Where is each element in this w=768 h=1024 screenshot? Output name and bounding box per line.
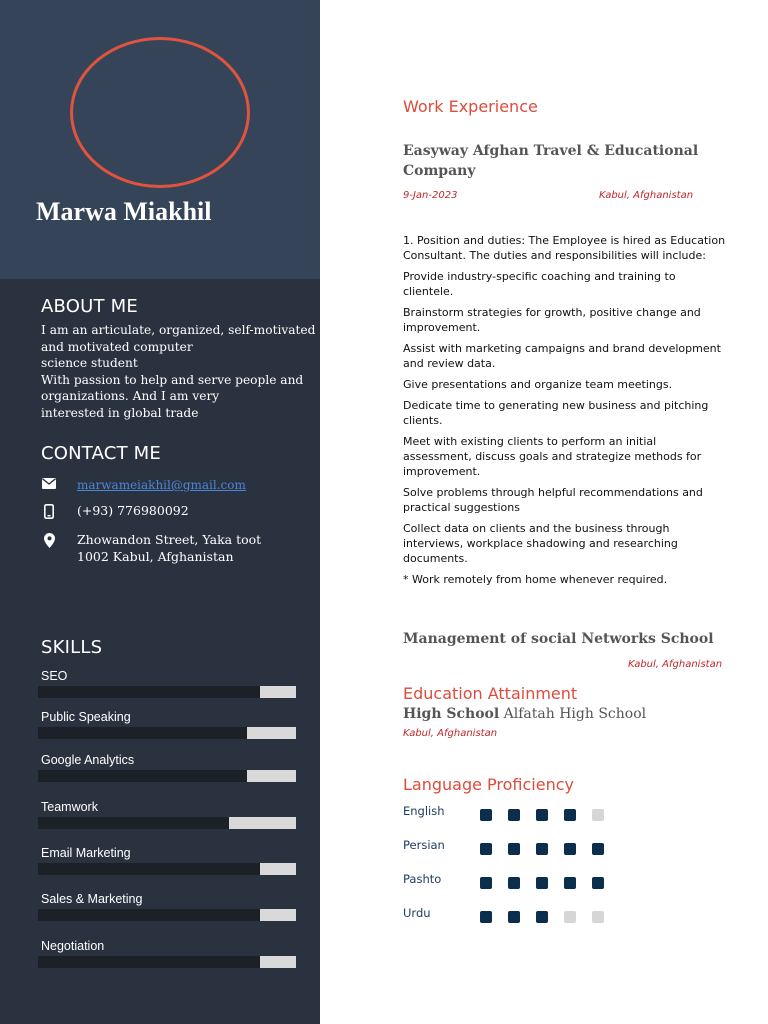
about-text <box>41 322 316 422</box>
skill-bar-fill <box>38 863 260 875</box>
about-line: organizations. And I am very <box>41 389 220 404</box>
skill-item <box>38 939 296 968</box>
person-name: Marwa Miakhil <box>36 197 212 226</box>
skill-item <box>38 710 296 739</box>
address <box>77 532 261 565</box>
skill-bar-fill <box>38 686 260 698</box>
language-row <box>403 804 613 820</box>
job-location: Kabul, Afghanistan <box>628 659 723 670</box>
education-location: Kabul, Afghanistan <box>403 728 498 739</box>
skill-bar-fill <box>38 770 247 782</box>
location-pin-icon <box>41 533 57 548</box>
education-level: High School <box>403 706 500 722</box>
profile-header <box>0 0 320 279</box>
proficiency-dot-filled <box>536 809 548 821</box>
skill-bar <box>38 909 296 921</box>
language-name: Persian <box>403 838 445 852</box>
duty-item: Give presentations and organize team meetings. <box>403 378 673 391</box>
skill-item <box>38 669 296 698</box>
job-company: Management of social Networks School <box>403 631 714 647</box>
skills-heading: SKILLS <box>41 637 103 658</box>
proficiency-dot-filled <box>536 911 548 923</box>
language-row <box>403 872 613 888</box>
proficiency-dot-filled <box>508 911 520 923</box>
contact-heading: CONTACT ME <box>41 443 161 464</box>
contact-address-row <box>41 532 261 565</box>
skill-bar <box>38 770 296 782</box>
proficiency-dot-filled <box>480 809 492 821</box>
proficiency-dot-empty <box>592 911 604 923</box>
address-line: Zhowandon Street, Yaka toot <box>77 532 262 547</box>
envelope-icon <box>41 478 57 489</box>
job-date: 9-Jan-2023 <box>403 190 458 201</box>
proficiency-dot-filled <box>564 809 576 821</box>
skill-label: Google Analytics <box>41 753 135 767</box>
skill-item <box>38 892 296 921</box>
about-line: With passion to help and serve people and <box>41 372 304 387</box>
school-name: Alfatah High School <box>503 706 647 722</box>
proficiency-dot-filled <box>536 843 548 855</box>
proficiency-dot-filled <box>564 877 576 889</box>
about-heading: ABOUT ME <box>41 296 138 317</box>
language-heading: Language Proficiency <box>403 775 574 794</box>
duty-item: Collect data on clients and the business through interviews, workplace shadowing and researching documents. <box>403 522 678 565</box>
language-name: Urdu <box>403 906 431 920</box>
email-link[interactable]: marwameiakhil@gmail.com <box>77 478 246 492</box>
duty-item: Dedicate time to generating new business and pitching clients. <box>403 399 709 427</box>
proficiency-dot-filled <box>480 911 492 923</box>
proficiency-dot-filled <box>592 843 604 855</box>
skill-bar <box>38 863 296 875</box>
skill-bar-fill <box>38 727 247 739</box>
education-entry <box>403 706 646 722</box>
skill-bar <box>38 686 296 698</box>
skill-bar-fill <box>38 909 260 921</box>
about-line: interested in global trade <box>41 405 199 420</box>
proficiency-dot-filled <box>480 877 492 889</box>
duty-item: Provide industry-specific coaching and training to clientele. <box>403 270 676 298</box>
proficiency-dot-filled <box>508 877 520 889</box>
about-line: science student <box>41 356 138 371</box>
duty-item: Solve problems through helpful recommendations and practical suggestions <box>403 486 703 514</box>
education-heading: Education Attainment <box>403 684 578 703</box>
skill-bar-fill <box>38 956 260 968</box>
duty-item: Meet with existing clients to perform an initial assessment, discuss goals and strategize methods for improvement. <box>403 435 702 478</box>
skill-bar <box>38 727 296 739</box>
skill-label: Sales & Marketing <box>41 892 143 906</box>
phone-icon <box>41 504 57 519</box>
skill-bar <box>38 956 296 968</box>
language-name: Pashto <box>403 872 442 886</box>
skill-item <box>38 846 296 875</box>
skill-item <box>38 800 296 829</box>
address-line: 1002 Kabul, Afghanistan <box>77 548 234 564</box>
duty-item: 1. Position and duties: The Employee is hired as Education Consultant. The duties and responsibilities will include: <box>403 234 726 262</box>
skill-label: Negotiation <box>41 939 105 953</box>
work-experience-heading: Work Experience <box>403 97 538 116</box>
proficiency-dot-filled <box>564 843 576 855</box>
proficiency-dot-empty <box>564 911 576 923</box>
skill-bar <box>38 817 296 829</box>
duty-item: Assist with marketing campaigns and brand development and review data. <box>403 342 721 370</box>
job-location: Kabul, Afghanistan <box>599 190 694 201</box>
sidebar <box>0 0 320 1024</box>
language-row <box>403 906 613 922</box>
skill-bar-fill <box>38 817 229 829</box>
proficiency-dot-filled <box>536 877 548 889</box>
language-row <box>403 838 613 854</box>
job-duties <box>403 233 728 593</box>
skill-label: Teamwork <box>41 800 98 814</box>
phone-number: (+93) 776980092 <box>77 503 189 518</box>
proficiency-dot-filled <box>592 877 604 889</box>
proficiency-dot-filled <box>480 843 492 855</box>
skill-item <box>38 753 296 782</box>
proficiency-dot-filled <box>508 809 520 821</box>
contact-phone-row <box>41 503 189 520</box>
proficiency-dot-filled <box>508 843 520 855</box>
about-line: I am an articulate, organized, self-motivated <box>41 323 316 337</box>
contact-email-row <box>41 477 246 494</box>
proficiency-dot-empty <box>592 809 604 821</box>
job-company: Easyway Afghan Travel & Educational Company <box>403 143 699 179</box>
duty-item: Brainstorm strategies for growth, positive change and improvement. <box>403 306 701 334</box>
language-name: English <box>403 804 445 818</box>
skill-label: Public Speaking <box>41 710 131 724</box>
duty-item: * Work remotely from home whenever required. <box>403 573 668 586</box>
skill-label: SEO <box>41 669 68 683</box>
about-line: and motivated computer <box>41 339 193 354</box>
profile-photo-placeholder <box>70 37 250 188</box>
skill-label: Email Marketing <box>41 846 131 860</box>
